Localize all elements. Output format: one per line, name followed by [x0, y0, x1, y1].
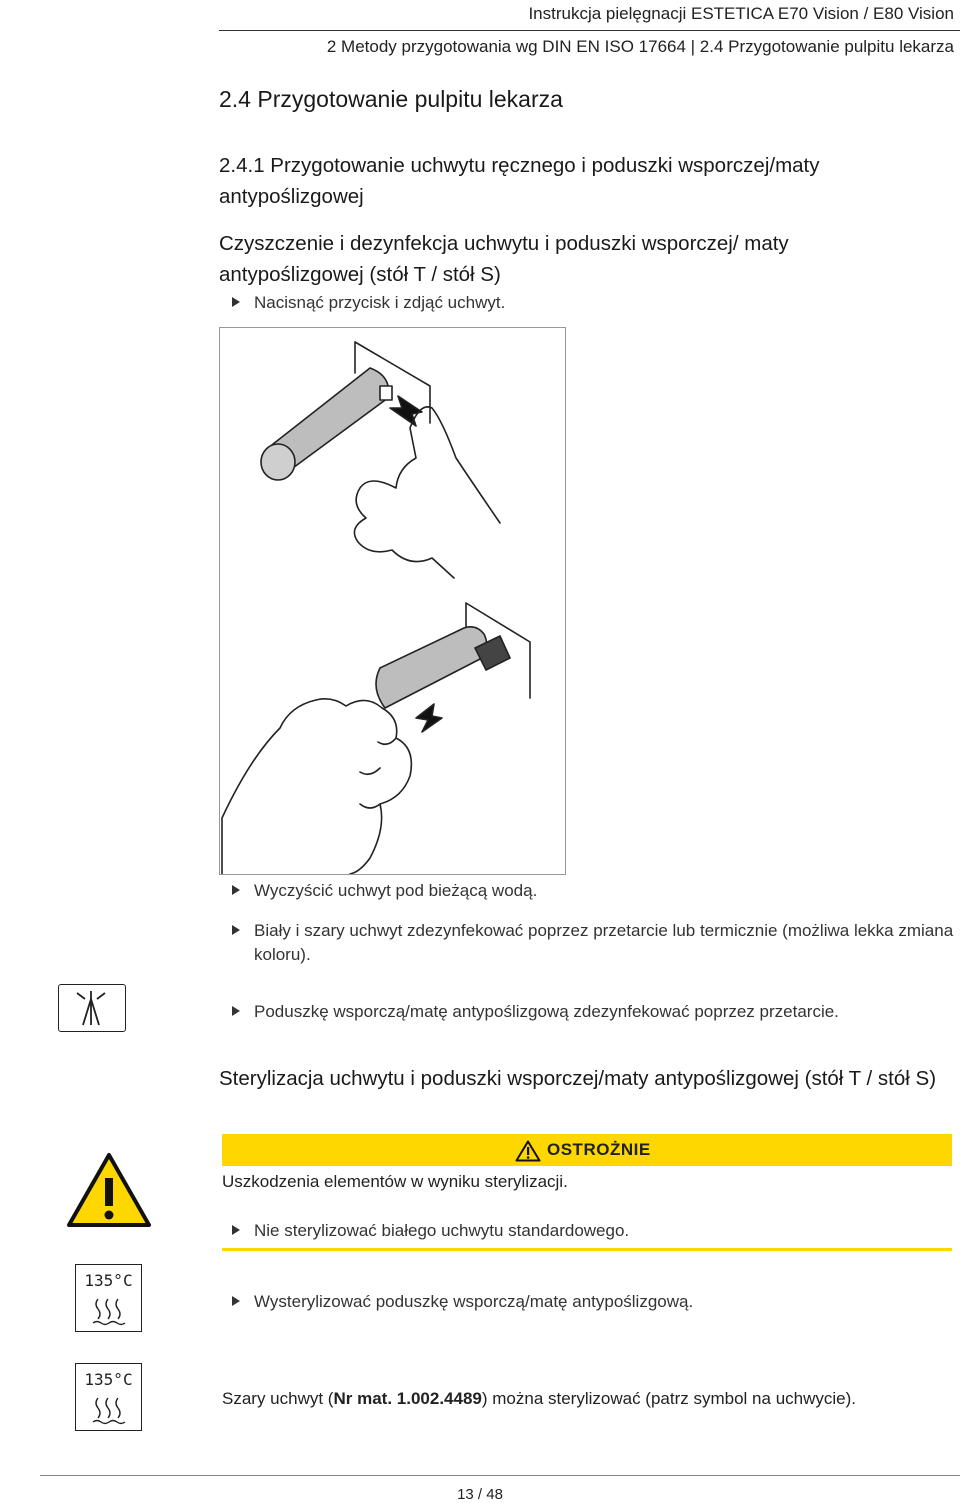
- step-wash-handle: Wyczyścić uchwyt pod bieżącą wodą.: [232, 879, 942, 903]
- cleaning-heading: Czyszczenie i dezynfekcja uchwytu i poduszki wsporczej/ maty antypoślizgowej (stół T / stół S): [219, 232, 789, 286]
- bullet-arrow-icon: [232, 885, 240, 895]
- manual-title: Instrukcja pielęgnacji ESTETICA E70 Vision / E80 Vision: [528, 4, 954, 23]
- grey-handle-note: Szary uchwyt (Nr mat. 1.002.4489) można sterylizować (patrz symbol na uchwycie).: [222, 1389, 856, 1408]
- breadcrumb: 2 Metody przygotowania wg DIN EN ISO 17664 | 2.4 Przygotowanie pulpitu lekarza: [326, 37, 954, 56]
- autoclave-temp-label: 135°C: [84, 1370, 133, 1389]
- step-remove-handle: Nacisnąć przycisk i zdjąć uchwyt.: [232, 291, 942, 315]
- step-no-sterilize-white: Nie sterylizować białego uchwytu standardowego.: [232, 1219, 942, 1243]
- caution-label: OSTROŻNIE: [547, 1140, 651, 1159]
- sterilization-heading: Sterylizacja uchwytu i poduszki wsporczej/maty antypoślizgowej (stół T / stół S): [219, 1067, 937, 1090]
- subsection-title: 2.4.1 Przygotowanie uchwytu ręcznego i poduszki wsporczej/maty antypoślizgowej: [219, 154, 820, 208]
- autoclave-temp-label: 135°C: [84, 1271, 133, 1290]
- step-disinfect-pad: Poduszkę wsporczą/matę antypoślizgową zdezynfekować poprzez przetarcie.: [232, 1000, 942, 1024]
- step-disinfect-handle: Biały i szary uchwyt zdezynfekować poprzez przetarcie lub termicznie (możliwa lekka zmiana koloru).: [232, 919, 960, 967]
- bullet-arrow-icon: [232, 1006, 240, 1016]
- header-rule: [219, 30, 960, 31]
- step-sterilize-pad: Wysterylizować poduszkę wsporczą/matę antypoślizgową.: [232, 1290, 942, 1314]
- footer-rule: [40, 1475, 960, 1476]
- section-title: 2.4 Przygotowanie pulpitu lekarza: [219, 86, 563, 112]
- handle-removal-illustration: [219, 327, 566, 875]
- handle-illustration-svg: [220, 328, 565, 874]
- autoclave-135c-icon: [75, 1264, 142, 1332]
- caution-text: Uszkodzenia elementów w wyniku sterylizacji.: [222, 1172, 568, 1191]
- page-number: 13 / 48: [457, 1486, 503, 1503]
- bullet-arrow-icon: [232, 297, 240, 307]
- warning-triangle-icon: [66, 1152, 152, 1228]
- bullet-arrow-icon: [232, 1296, 240, 1306]
- wipe-disinfection-icon: [58, 984, 126, 1032]
- caution-triangle-icon: [515, 1140, 541, 1162]
- bullet-arrow-icon: [232, 1225, 240, 1235]
- bullet-arrow-icon: [232, 925, 240, 935]
- caution-bottom-rule: [222, 1248, 952, 1251]
- material-number: Nr mat. 1.002.4489: [333, 1389, 482, 1408]
- autoclave-135c-icon: [75, 1363, 142, 1431]
